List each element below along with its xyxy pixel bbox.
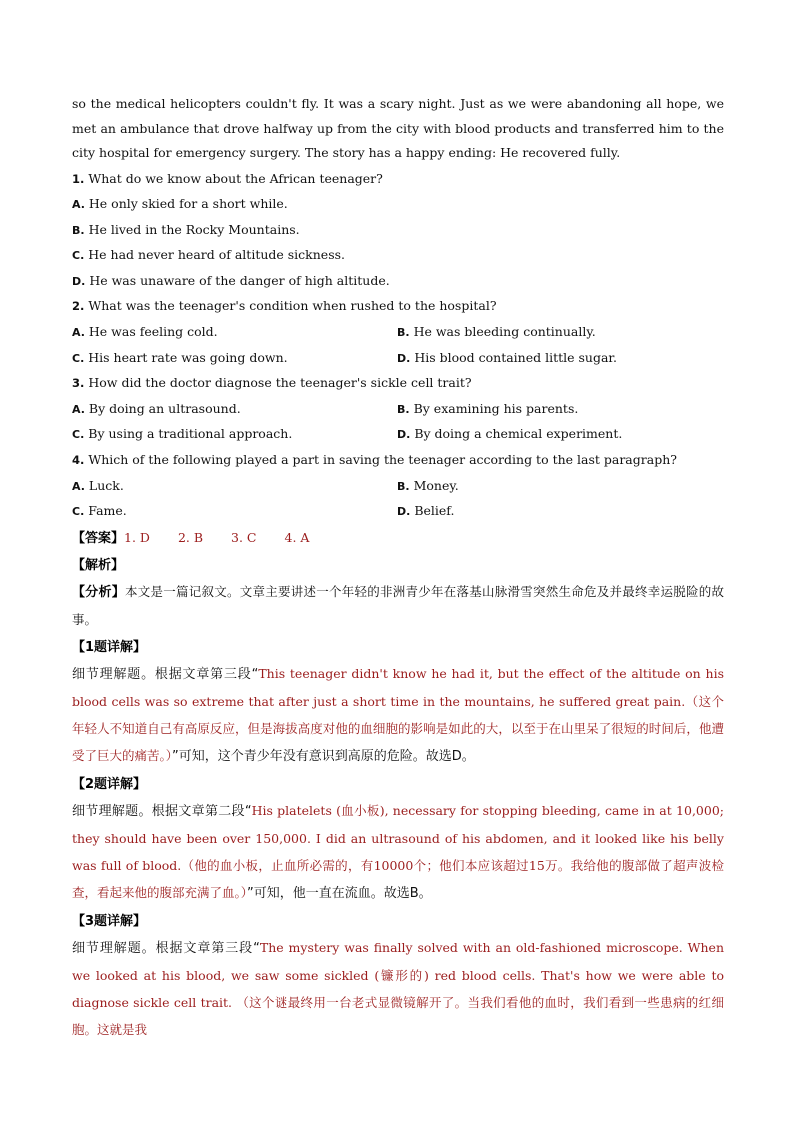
answer-label: 【答案】	[72, 530, 125, 546]
detail-3-label: 【3题详解】	[72, 913, 147, 929]
option-d: D. Belief.	[397, 503, 455, 519]
question-stem: Which of the following played a part in saving the teenager according to the last paragraph?	[88, 452, 677, 468]
passage-tail: so the medical helicopters couldn't fly. It was a scary night. Just as we were abandoning all hope, we met an ambulance that drove halfway up from the city with blood products and transferred him to the city hospital for emergency surgery. The story has a happy ending: He recovered fully.	[72, 96, 724, 160]
jiexi-label: 【解析】	[72, 557, 125, 573]
question-stem: How did the doctor diagnose the teenager's sickle cell trait?	[88, 375, 472, 391]
option-a: A. He only skied for a short while.	[72, 196, 288, 212]
question-1	[72, 166, 724, 294]
answer-line	[72, 524, 724, 551]
option-d: D. By doing a chemical experiment.	[397, 426, 623, 442]
document-page	[72, 92, 724, 1044]
question-number: 1.	[72, 171, 85, 186]
question-number: 4.	[72, 453, 85, 468]
option-d: D. His blood contained little sugar.	[397, 349, 618, 365]
detail-1-label: 【1题详解】	[72, 639, 147, 655]
answer-item: 3. C	[231, 529, 257, 545]
question-2	[72, 293, 724, 370]
detail-2-text: 细节理解题。根据文章第二段“His platelets (血小板), necessary for stopping bleeding, came in at 10,000; they should have been over 150,000. I did an ultrasound of his abdomen, and it looked like his belly was full of blood.（他的血小板，止血所必需的，有10000个；他们本应该超过15万。我给他的腹部做了超声波检查，看起来他的腹部充满了血。）”可知，他一直在流血。故选B。	[72, 802, 724, 901]
detail-1-text: 细节理解题。根据文章第三段“This teenager didn't know he had it, but the effect of the altitude on his blood cells was so extreme that after just a short time in the mountains, he suffered great pain.（这个年轻人不知道自己有高原反应，但是海拔高度对他的血细胞的影响是如此的大，以至于在山里呆了很短的时间后，他遭受了巨大的痛苦。）”可知，这个青少年没有意识到高原的危险。故选D。	[72, 665, 724, 764]
question-stem: What was the teenager's condition when rushed to the hospital?	[88, 298, 497, 314]
option-a: A. By doing an ultrasound.	[72, 400, 241, 416]
question-stem: What do we know about the African teenager?	[88, 170, 383, 186]
question-3	[72, 370, 724, 447]
option-b: B. By examining his parents.	[397, 400, 579, 416]
option-b: B. He was bleeding continually.	[397, 324, 596, 340]
question-number: 2.	[72, 299, 85, 314]
option-c: C. His heart rate was going down.	[72, 349, 288, 365]
answer-item: 4. A	[284, 529, 310, 545]
detail-3-text: 细节理解题。根据文章第三段“The mystery was finally solved with an old-fashioned microscope. When we looked at his blood, we saw some sickled (镰形的) red blood cells. That's how we were able to diagnose sickle cell trait. （这个谜最终用一台老式显微镜解开了。当我们看他的血时，我们看到一些患病的红细胞。这就是我	[72, 939, 724, 1037]
analysis-label: 【分析】	[72, 584, 125, 600]
detail-2-label: 【2题详解】	[72, 776, 147, 792]
option-c: C. By using a traditional approach.	[72, 426, 293, 442]
option-b: B. Money.	[397, 477, 459, 493]
answer-item: 2. B	[177, 529, 204, 545]
analysis-text: 本文是一篇记叙文。文章主要讲述一个年轻的非洲青少年在落基山脉滑雪突然生命危及并最终幸运脱险的故事。	[72, 583, 724, 627]
option-d: D. He was unaware of the danger of high altitude.	[72, 272, 390, 288]
option-a: A. Luck.	[72, 477, 124, 493]
option-c: C. He had never heard of altitude sickness.	[72, 247, 346, 263]
question-4	[72, 447, 724, 524]
option-a: A. He was feeling cold.	[72, 324, 218, 340]
analysis	[72, 578, 724, 633]
option-c: C. Fame.	[72, 503, 127, 519]
answer-item: 1. D	[124, 529, 150, 545]
option-b: B. He lived in the Rocky Mountains.	[72, 221, 300, 237]
question-number: 3.	[72, 376, 85, 391]
